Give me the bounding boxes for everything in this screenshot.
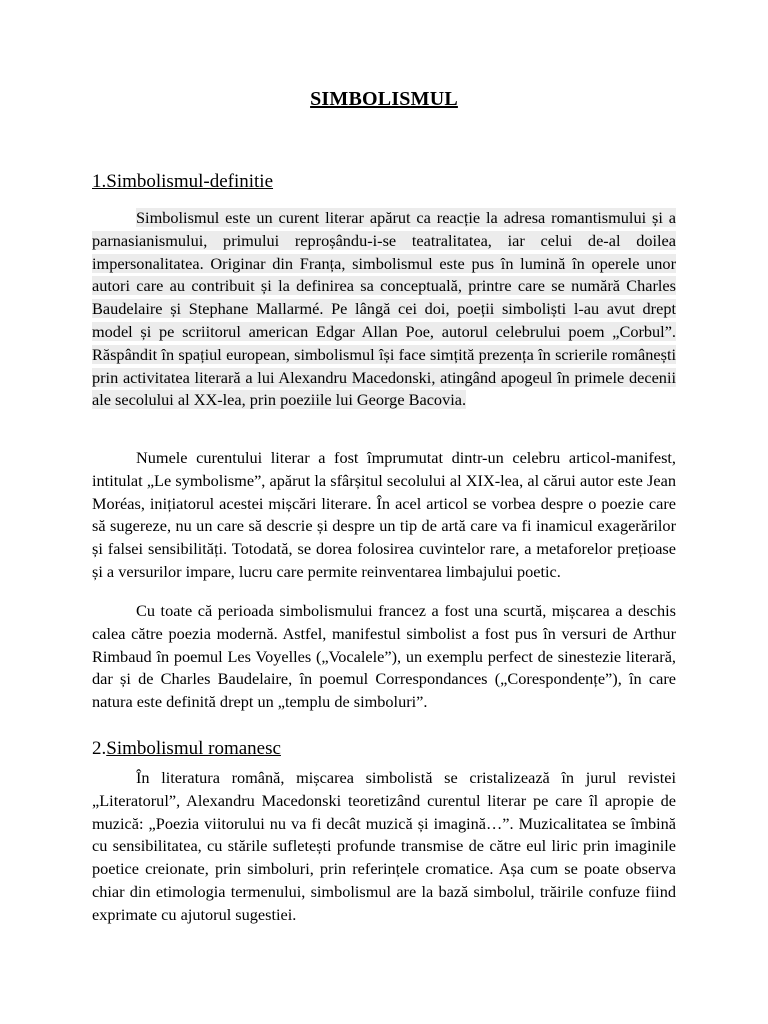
section-heading-text: 1.Simbolismul-definitie <box>92 171 274 192</box>
paragraph-poezia-moderna: Cu toate că perioada simbolismului francez a fost una scurtă, mișcarea a deschis calea către poezia modernă. Astfel, manifestul simbolist a fost pus în versuri de Arthur Rimbaud în poemul Les Voyelles („Vocalele”), un exemplu perfect de sinestezie literară, dar și de Charles Baudelaire, în poemul Correspondances („Corespondențe”), în care natura este definită drept un „templu de simboluri”. <box>92 601 676 712</box>
section-heading-text: Simbolismul romanesc <box>106 738 281 759</box>
highlighted-text: Simbolismul este un curent literar apărut ca reacție la adresa romantismului și a parnasianismului, primului reproșându-i-se teatralitatea, iar celui de-al doilea impersonalitatea. Originar din Franța, simbolismul este pus în lumină în operele unor autori care au contribuit și la definirea sa conceptuală, printre care se numără Charles Baudelaire și Stephane Mallarmé. Pe lângă cei doi, poeții simboliști l-au avut drept model și pe scriitorul american Edgar Allan Poe, autorul celebrului poem „Corbul”. Răspândit în spațiul european, simbolismul își face simțită prezența în scrierile românești prin activitatea literară a lui Alexandru Macedonski, atingând apogeul în primele decenii ale secolului al XX-lea, prin poeziile lui George Bacovia. <box>92 208 676 410</box>
section-heading-number: 2. <box>92 738 107 759</box>
paragraph-definitie-intro <box>92 207 676 412</box>
paragraph-literatura-romana: În literatura română, mișcarea simbolistă se cristalizează în jurul revistei „Literatorul”, Alexandru Macedonski teoretizând curentul literar pe care îl apropie de muzică: „Poezia viitorului nu va fi decât muzică și imagină…”. Muzicalitatea se îmbină cu sensibilitatea, cu stările sufletești profunde transmise de către eul liric prin imaginile poetice creionate, prin simboluri, prin referințele cromatice. Așa cum se poate observa chiar din etimologia termenului, simbolismul are la bază simbolul, trăirile confuze fiind exprimate cu ajutorul sugestiei. <box>92 768 676 924</box>
section-heading-romanesc <box>92 737 281 761</box>
paragraph-manifest: Numele curentului literar a fost împrumutat dintr-un celebru articol-manifest, intitulat „Le symbolisme”, apărut la sfârșitul secolului al XIX-lea, al cărui autor este Jean Moréas, inițiatorul acestei mișcări literare. În acel articol se vorbea despre o poezie care să sugereze, nu un care să descrie și despre un tip de artă care va fi inamicul exagerărilor și falsei sensibilități. Totodată, se dorea folosirea cuvintelor rare, a metaforelor prețioase și a versurilor impare, lucru care permite reinventarea limbajului poetic. <box>92 448 676 581</box>
section-heading-definitie <box>92 170 273 194</box>
page-title: SIMBOLISMUL <box>310 88 458 110</box>
